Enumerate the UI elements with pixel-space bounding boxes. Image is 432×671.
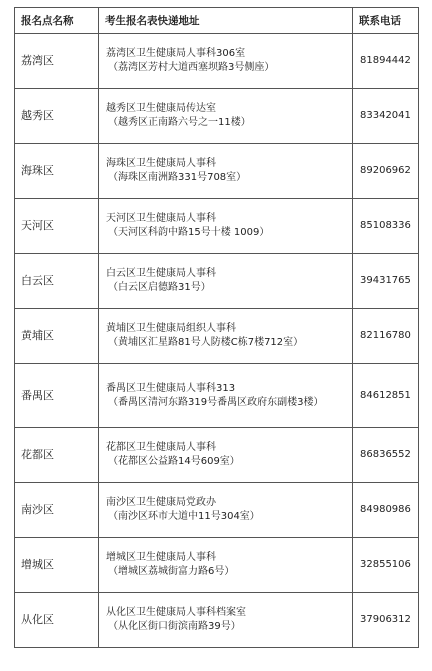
phone-cell: 84980986 bbox=[353, 483, 419, 538]
table-row bbox=[15, 428, 419, 483]
address-text: （越秀区正南路六号之一11楼） bbox=[108, 117, 251, 128]
address-cell bbox=[99, 254, 353, 309]
table-row bbox=[15, 309, 419, 364]
address-cell bbox=[99, 593, 353, 648]
address-cell bbox=[99, 364, 353, 428]
district-cell: 海珠区 bbox=[15, 144, 99, 199]
address-text: （从化区街口街滨南路39号） bbox=[108, 621, 241, 632]
district-cell: 天河区 bbox=[15, 199, 99, 254]
phone-cell: 37906312 bbox=[353, 593, 419, 648]
address-cell bbox=[99, 309, 353, 364]
district-cell: 南沙区 bbox=[15, 483, 99, 538]
phone-cell: 85108336 bbox=[353, 199, 419, 254]
district-cell: 越秀区 bbox=[15, 89, 99, 144]
office-text: 越秀区卫生健康局传达室 bbox=[106, 103, 216, 114]
district-cell: 增城区 bbox=[15, 538, 99, 593]
phone-cell: 81894442 bbox=[353, 34, 419, 89]
district-cell: 番禺区 bbox=[15, 364, 99, 428]
office-text: 天河区卫生健康局人事科 bbox=[106, 213, 216, 224]
table-row bbox=[15, 89, 419, 144]
district-cell: 花都区 bbox=[15, 428, 99, 483]
address-cell bbox=[99, 144, 353, 199]
district-cell: 白云区 bbox=[15, 254, 99, 309]
table-header-row bbox=[15, 8, 419, 34]
phone-cell: 32855106 bbox=[353, 538, 419, 593]
address-cell bbox=[99, 34, 353, 89]
district-cell: 黄埔区 bbox=[15, 309, 99, 364]
table-row bbox=[15, 144, 419, 199]
office-text: 白云区卫生健康局人事科 bbox=[106, 268, 216, 279]
address-cell bbox=[99, 538, 353, 593]
phone-cell: 86836552 bbox=[353, 428, 419, 483]
office-text: 从化区卫生健康局人事科档案室 bbox=[106, 607, 246, 618]
office-text: 荔湾区卫生健康局人事科306室 bbox=[106, 48, 246, 59]
office-text: 海珠区卫生健康局人事科 bbox=[106, 158, 216, 169]
table-row bbox=[15, 483, 419, 538]
address-text: （天河区科韵中路15号十楼 1009） bbox=[108, 227, 270, 238]
registration-address-table bbox=[14, 7, 419, 648]
address-text: （荔湾区芳村大道西塞坝路3号侧座） bbox=[108, 62, 275, 73]
table-row bbox=[15, 34, 419, 89]
address-text: （白云区启德路31号） bbox=[108, 282, 211, 293]
address-text: （海珠区南洲路331号708室） bbox=[108, 172, 247, 183]
address-text: （增城区荔城街富力路6号） bbox=[108, 566, 235, 577]
registration-table-container bbox=[14, 7, 418, 648]
office-text: 番禺区卫生健康局人事科313 bbox=[106, 382, 236, 394]
phone-cell: 83342041 bbox=[353, 89, 419, 144]
table-row bbox=[15, 199, 419, 254]
address-text: （番禺区清河东路319号番禺区政府东副楼3楼） bbox=[108, 396, 324, 408]
table-row bbox=[15, 254, 419, 309]
header-address: 考生报名表快递地址 bbox=[99, 8, 353, 34]
header-district: 报名点名称 bbox=[15, 8, 99, 34]
phone-cell: 84612851 bbox=[353, 364, 419, 428]
header-phone: 联系电话 bbox=[353, 8, 419, 34]
address-text: （南沙区环市大道中11号304室） bbox=[108, 511, 260, 522]
table-row bbox=[15, 538, 419, 593]
phone-cell: 82116780 bbox=[353, 309, 419, 364]
district-cell: 荔湾区 bbox=[15, 34, 99, 89]
office-text: 增城区卫生健康局人事科 bbox=[106, 552, 216, 563]
table-row bbox=[15, 364, 419, 428]
address-text: （花都区公益路14号609室） bbox=[108, 456, 240, 467]
office-text: 花都区卫生健康局人事科 bbox=[106, 442, 216, 453]
address-cell bbox=[99, 428, 353, 483]
address-cell bbox=[99, 89, 353, 144]
address-cell bbox=[99, 199, 353, 254]
phone-cell: 89206962 bbox=[353, 144, 419, 199]
phone-cell: 39431765 bbox=[353, 254, 419, 309]
office-text: 南沙区卫生健康局党政办 bbox=[106, 497, 216, 508]
district-cell: 从化区 bbox=[15, 593, 99, 648]
address-text: （黄埔区汇星路81号人防楼C栋7楼712室） bbox=[108, 337, 304, 348]
office-text: 黄埔区卫生健康局组织人事科 bbox=[106, 323, 236, 334]
address-cell bbox=[99, 483, 353, 538]
table-row bbox=[15, 593, 419, 648]
